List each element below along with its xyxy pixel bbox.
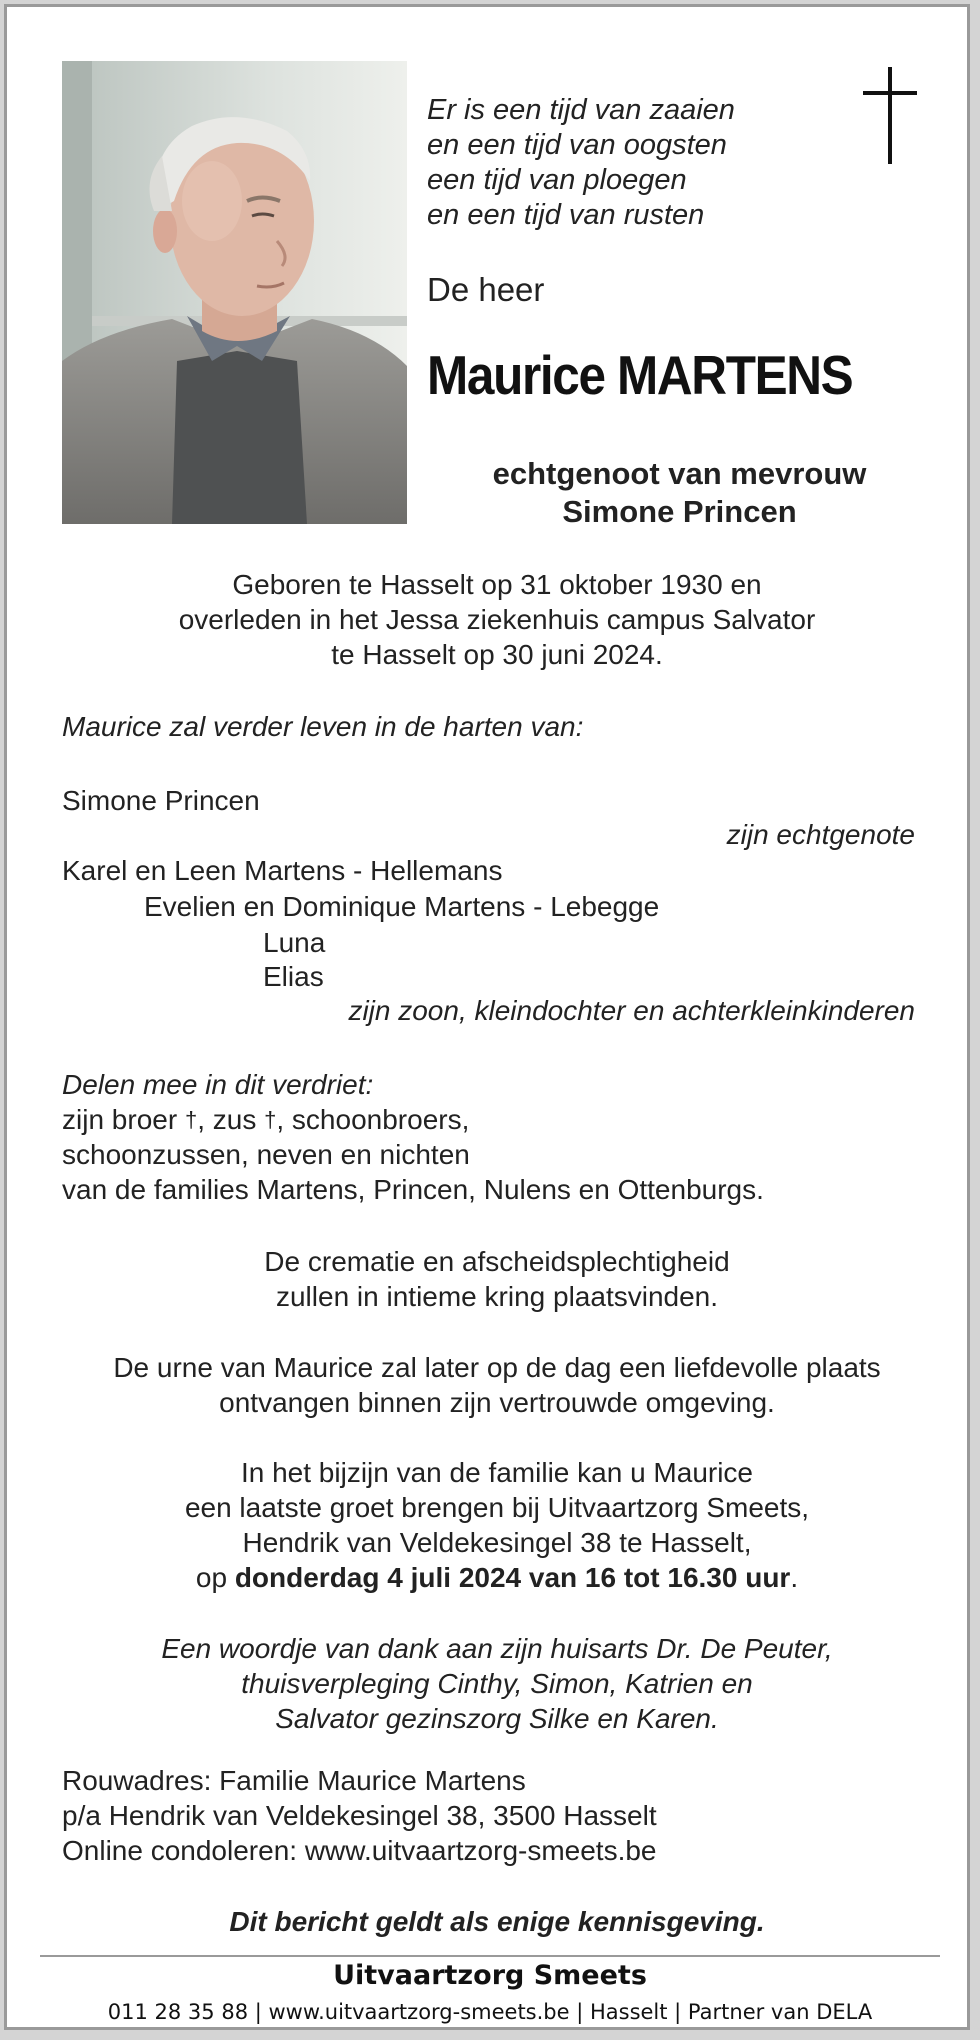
info-line: Hendrik van Veldekesingel 38 te Hasselt, — [242, 1527, 752, 1558]
quote-line: en een tijd van rusten — [427, 199, 705, 231]
address-block — [62, 1763, 657, 1868]
info-line: een laatste groet brengen bij Uitvaartzorg Smeets, — [184, 1492, 810, 1523]
birth-death-info — [62, 567, 932, 672]
funeral-home-contact: 011 28 35 88 | www.uitvaartzorg-smeets.be | Hasselt | Partner van DELA — [107, 2000, 873, 2024]
footer-divider — [40, 1955, 940, 1957]
info-line: te Hasselt op 30 juni 2024. — [331, 639, 663, 670]
info-line: De crematie en afscheidsplechtigheid — [264, 1246, 730, 1277]
family-granddaughter: Evelien en Dominique Martens - Lebegge — [144, 891, 660, 922]
notice: Dit bericht geldt als enige kennisgeving. — [229, 1906, 765, 1937]
thanks-line: Salvator gezinszorg Silke en Karen. — [275, 1703, 719, 1734]
family-spouse-role: zijn echtgenote — [726, 819, 915, 850]
visitation-info — [62, 1455, 932, 1595]
poem-quote — [427, 93, 735, 233]
visit-datetime: donderdag 4 juli 2024 van 16 tot 16.30 uur — [234, 1562, 791, 1593]
share-line: van de families Martens, Princen, Nulens en Ottenburgs. — [62, 1174, 764, 1205]
cremation-info — [62, 1244, 932, 1314]
share-line — [62, 1102, 764, 1137]
info-line: Geboren te Hasselt op 31 oktober 1930 en — [232, 569, 762, 600]
spouse-block — [427, 455, 932, 531]
share-text: , schoonbroers, — [276, 1104, 470, 1135]
quote-line: een tijd van ploegen — [427, 164, 687, 196]
family-greatgrandchild: Elias — [263, 961, 324, 992]
obituary-card — [4, 4, 970, 2030]
quote-line: en een tijd van oogsten — [427, 129, 727, 161]
thanks-line: thuisverpleging Cinthy, Simon, Katrien en — [241, 1668, 753, 1699]
cross-icon — [855, 63, 925, 168]
visit-suffix: . — [790, 1562, 799, 1593]
family-spouse-name: Simone Princen — [62, 785, 260, 816]
share-text: zijn broer — [62, 1104, 178, 1135]
info-line: ontvangen binnen zijn vertrouwde omgeving. — [219, 1387, 775, 1418]
funeral-home-name: Uitvaartzorg Smeets — [333, 1960, 647, 1991]
address-line: p/a Hendrik van Veldekesingel 38, 3500 Hasselt — [62, 1800, 657, 1831]
share-text: , zus — [197, 1104, 257, 1135]
address-line: Rouwadres: Familie Maurice Martens — [62, 1765, 526, 1796]
address-line: Online condoleren: www.uitvaartzorg-smeets.be — [62, 1835, 657, 1866]
info-line: De urne van Maurice zal later op de dag een liefdevolle plaats — [113, 1352, 881, 1383]
spouse-line: echtgenoot van mevrouw — [492, 456, 867, 491]
thanks-block — [62, 1631, 932, 1736]
share-intro: Delen mee in dit verdriet: — [62, 1069, 374, 1100]
thanks-line: Een woordje van dank aan zijn huisarts Dr. De Peuter, — [161, 1633, 833, 1664]
info-line: zullen in intieme kring plaatsvinden. — [275, 1281, 719, 1312]
family-intro: Maurice zal verder leven in de harten van: — [62, 711, 584, 742]
portrait-photo — [62, 61, 407, 524]
quote-line: Er is een tijd van zaaien — [427, 94, 735, 126]
info-line — [62, 1560, 932, 1595]
visit-prefix: op — [195, 1562, 235, 1593]
family-children-role: zijn zoon, kleindochter en achterkleinkinderen — [348, 995, 915, 1026]
family-son: Karel en Leen Martens - Hellemans — [62, 855, 503, 886]
spouse-line: Simone Princen — [562, 494, 797, 529]
info-line: overleden in het Jessa ziekenhuis campus Salvator — [178, 604, 816, 635]
deceased-name: Maurice MARTENS — [427, 344, 853, 406]
info-line: In het bijzijn van de familie kan u Maurice — [240, 1457, 754, 1488]
deceased-cross-icon: † — [184, 1107, 198, 1132]
urn-info — [62, 1350, 932, 1420]
title-prefix: De heer — [427, 271, 545, 308]
share-block — [62, 1067, 764, 1207]
share-line: schoonzussen, neven en nichten — [62, 1139, 470, 1170]
family-greatgrandchild: Luna — [263, 927, 326, 958]
deceased-cross-icon: † — [264, 1107, 277, 1132]
